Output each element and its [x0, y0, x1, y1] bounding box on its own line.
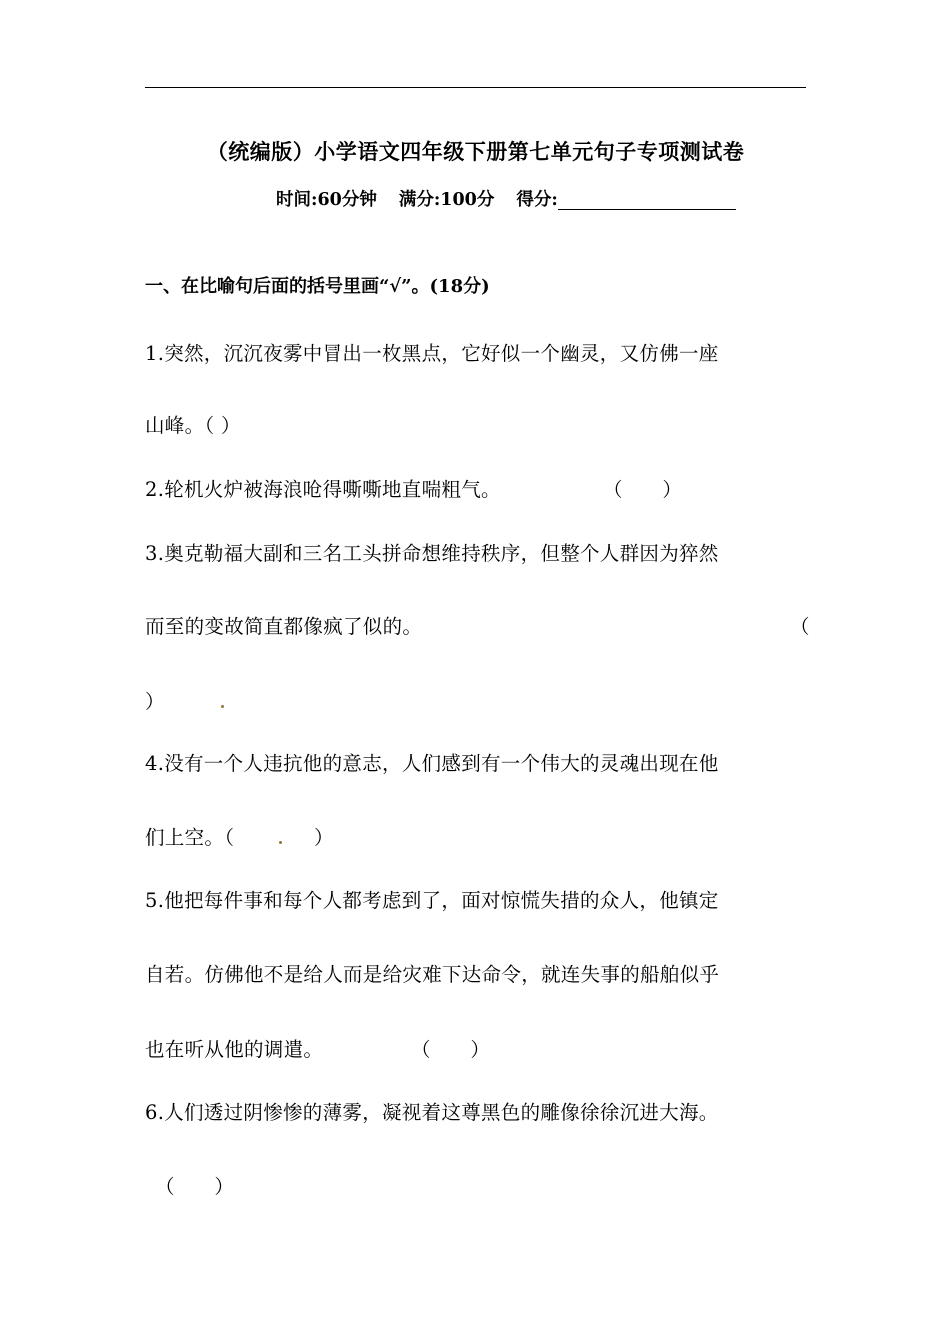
exam-meta [276, 186, 736, 211]
score-label: 得分: [516, 190, 558, 210]
page-title: （统编版）小学语文四年级下册第七单元句子专项测试卷 [206, 139, 745, 164]
answer-bracket[interactable]: （ ） [411, 1038, 491, 1061]
question-line: 2.轮机火炉被海浪呛得嘶嘶地直喘粗气。 [145, 478, 501, 501]
question-line: 也在听从他的调遣。 [145, 1038, 324, 1061]
stray-mark [279, 841, 282, 844]
section-heading: 一、在比喻句后面的括号里画“√”。(18分) [145, 276, 490, 297]
question-line: 们上空。（ [145, 826, 235, 849]
answer-bracket-close[interactable]: ） [145, 690, 165, 713]
answer-bracket[interactable]: （ ） [155, 1175, 235, 1198]
question-line: 山峰。（ ） [145, 414, 241, 437]
question-line: 4.没有一个人违抗他的意志，人们感到有一个伟大的灵魂出现在他 [145, 752, 719, 775]
score-blank[interactable] [558, 191, 736, 210]
header-rule [145, 87, 806, 88]
question-line: 自若。仿佛他不是给人而是给灾难下达命令，就连失事的船舶似乎 [145, 963, 720, 986]
time-limit: 时间:60分钟 [276, 190, 377, 210]
answer-bracket-close[interactable]: ） [314, 826, 334, 849]
full-score: 满分:100分 [398, 190, 495, 210]
question-line: 6.人们透过阴惨惨的薄雾，凝视着这尊黑色的雕像徐徐沉进大海。 [145, 1101, 719, 1124]
stray-mark [221, 705, 224, 708]
answer-bracket-open[interactable]: （ [790, 615, 810, 638]
question-line: 而至的变故简直都像疯了似的。 [145, 615, 423, 638]
question-line: 1.突然，沉沉夜雾中冒出一枚黑点，它好似一个幽灵，又仿佛一座 [145, 342, 719, 365]
answer-bracket[interactable]: （ ） [603, 478, 683, 501]
question-line: 5.他把每件事和每个人都考虑到了，面对惊慌失措的众人，他镇定 [145, 889, 719, 912]
question-line: 3.奥克勒福大副和三名工头拼命想维持秩序，但整个人群因为猝然 [145, 542, 719, 565]
